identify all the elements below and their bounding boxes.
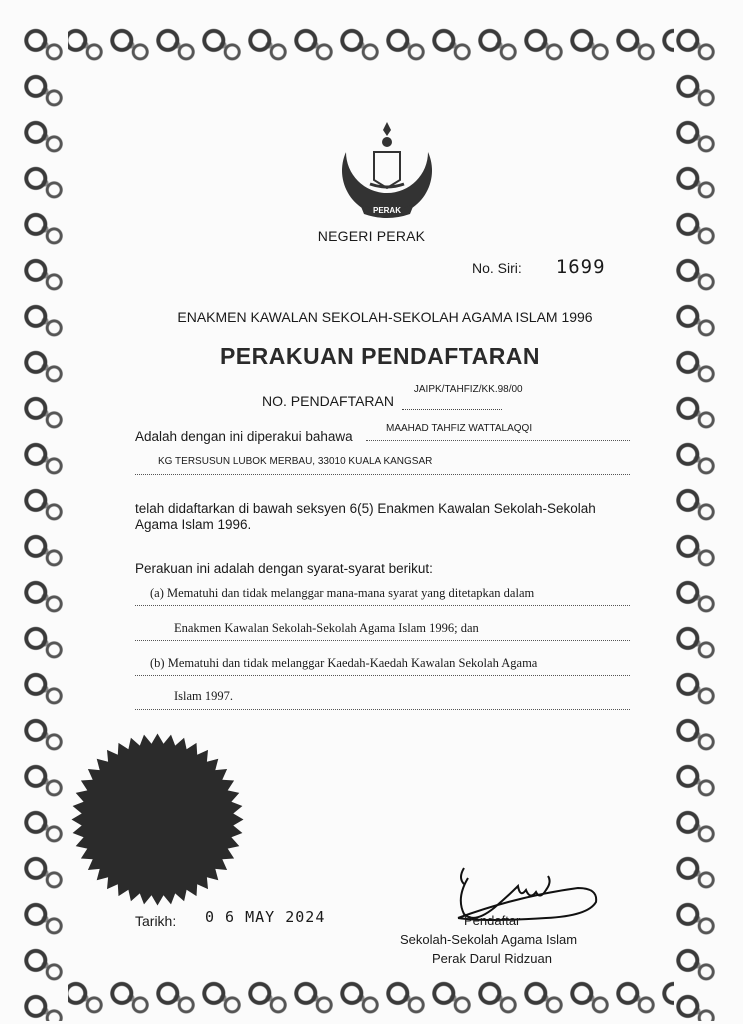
ornamental-border-right: [674, 22, 720, 1021]
certify-label: Adalah dengan ini diperakui bahawa: [135, 429, 353, 444]
registered-statement-line1: telah didaftarkan di bawah seksyen 6(5) Enakmen Kawalan Sekolah-Sekolah: [135, 501, 596, 516]
state-name: NEGERI PERAK: [317, 228, 426, 244]
condition-a-line1-rule: [135, 605, 630, 606]
school-address: KG TERSUSUN LUBOK MERBAU, 33010 KUALA KANGSAR: [158, 456, 433, 467]
enactment-heading: ENAKMEN KAWALAN SEKOLAH-SEKOLAH AGAMA ISLAM 1996: [177, 309, 593, 325]
serial-label: No. Siri:: [472, 260, 522, 276]
office-line1: Sekolah-Sekolah Agama Islam: [400, 932, 578, 947]
condition-a-line2: Enakmen Kawalan Sekolah-Sekolah Agama Islam 1996; dan: [174, 621, 479, 635]
registration-number-row: [262, 384, 523, 410]
registration-value: JAIPK/TAHFIZ/KK.98/00: [413, 384, 523, 395]
ornamental-border-bottom: [62, 975, 707, 1021]
condition-b-line2: Islam 1997.: [174, 689, 234, 703]
serial-number-row: [472, 256, 606, 278]
school-name-line: [366, 440, 630, 441]
date-label: Tarikh:: [135, 913, 177, 929]
ornamental-border-top: [62, 22, 707, 68]
condition-a-line1: (a) Mematuhi dan tidak melanggar mana-mana syarat yang ditetapkan dalam: [150, 586, 535, 600]
registration-value-field: [402, 384, 523, 410]
certificate-title: PERAKUAN PENDAFTARAN: [219, 343, 541, 369]
serial-number: 1699: [555, 256, 606, 278]
date-value: 0 6 MAY 2024: [205, 908, 326, 926]
school-name: MAAHAD TAHFIZ WATTALAQQI: [386, 423, 533, 434]
ornamental-border-left: [22, 22, 68, 1021]
registration-label: NO. PENDAFTARAN: [262, 393, 394, 409]
conditions-intro: Perakuan ini adalah dengan syarat-syarat berikut:: [135, 561, 433, 576]
condition-a-line2-rule: [135, 640, 630, 641]
office-line2: Perak Darul Ridzuan: [432, 951, 552, 966]
official-seal-icon: [70, 732, 245, 907]
emblem-label: PERAK: [372, 206, 402, 215]
condition-b-line1: (b) Mematuhi dan tidak melanggar Kaedah-Kaedah Kawalan Sekolah Agama: [150, 656, 538, 670]
condition-b-line1-rule: [135, 675, 630, 676]
condition-b-line2-rule: [135, 709, 630, 710]
signatory-title: Pendaftar: [464, 913, 521, 928]
registered-statement-line2: Agama Islam 1996.: [135, 517, 252, 532]
perak-emblem-icon: [332, 112, 442, 222]
address-line: [135, 474, 630, 475]
